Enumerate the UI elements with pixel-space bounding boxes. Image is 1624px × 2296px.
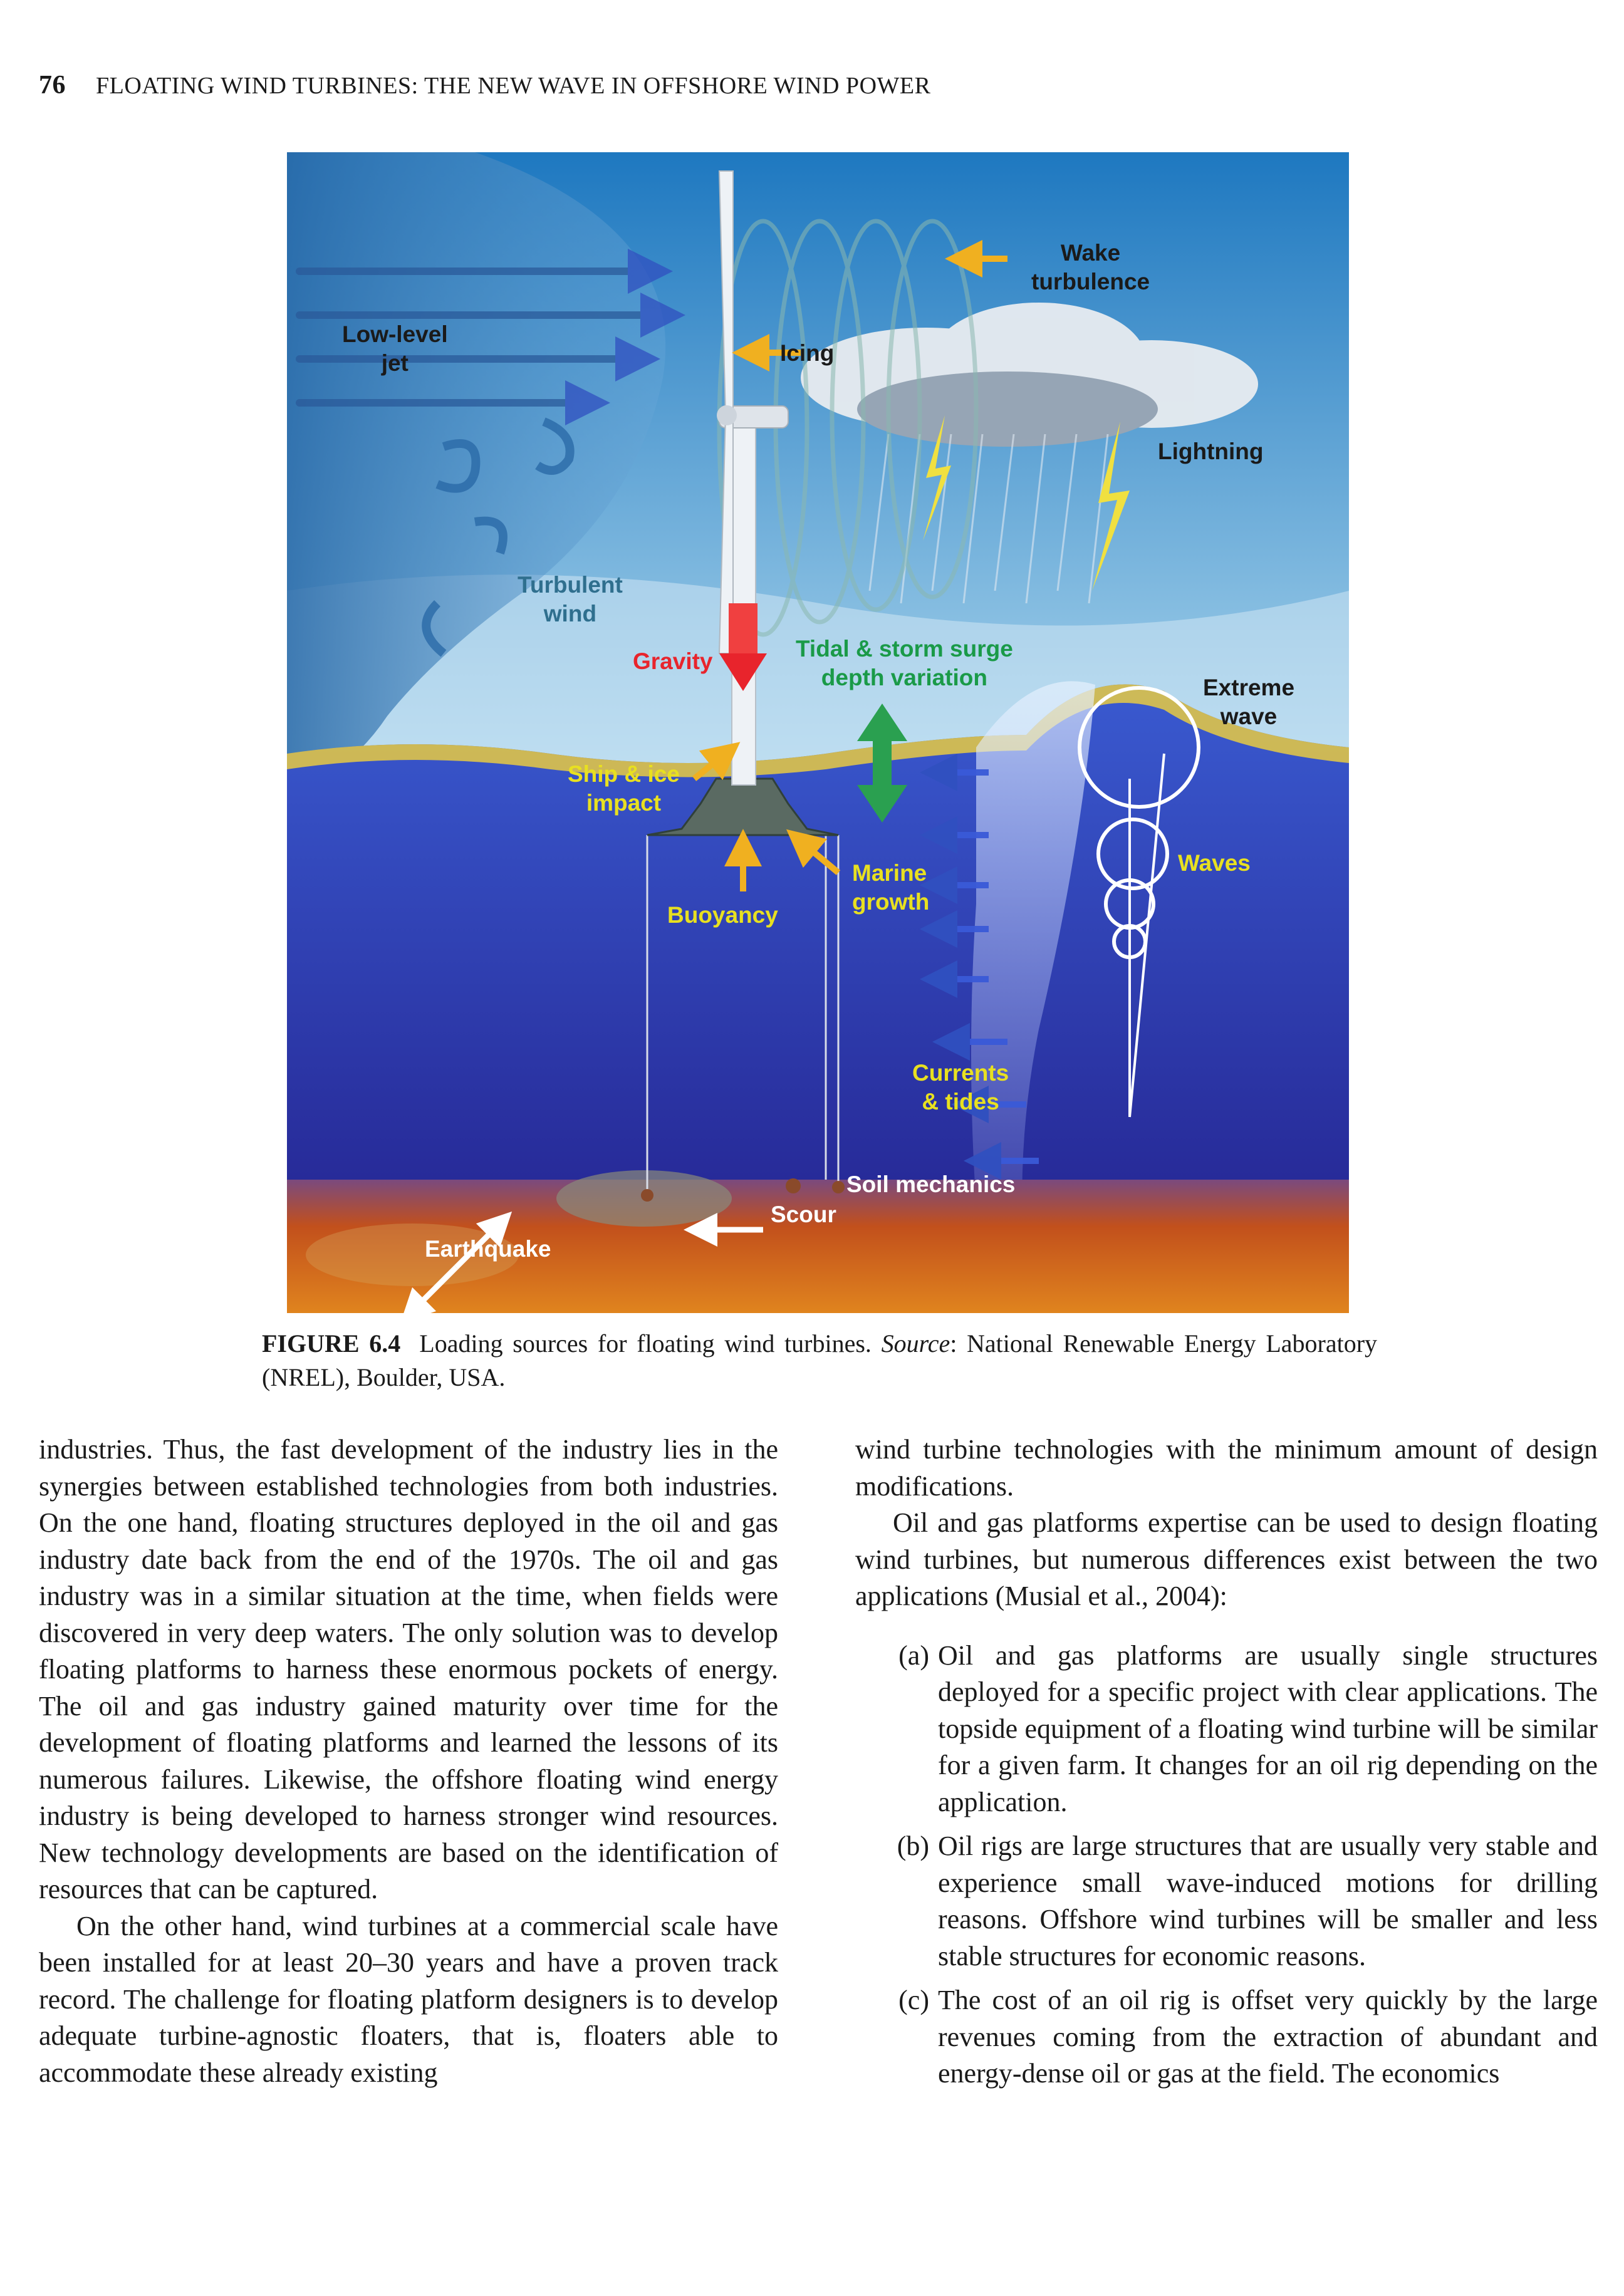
label-turbulent-wind: Turbulent wind bbox=[518, 572, 623, 626]
label-icing: Icing bbox=[780, 340, 835, 366]
list-item bbox=[855, 1828, 1598, 1975]
label-buoyancy: Buoyancy bbox=[667, 902, 778, 928]
right-paragraph-1: wind turbine technologies with the minimum amount of design modifications. bbox=[855, 1434, 1598, 1502]
label-currents-tides: Currents & tides bbox=[912, 1060, 1009, 1114]
figure-caption bbox=[262, 1327, 1377, 1395]
running-title: FLOATING WIND TURBINES: THE NEW WAVE IN OFFSHORE WIND POWER bbox=[96, 73, 931, 99]
running-header bbox=[39, 70, 930, 100]
left-paragraph-1: industries. Thus, the fast development of the industry lies in the synergies between established technologies from both industries. On the one hand, floating structures deployed in the oil and gas industry date back from the end of the 1970s. The oil and gas industry was in a similar situation at the time, when fields were discovered in very deep waters. The only solution was to develop floating platforms to harness these enormous pockets of energy. The oil and gas industry gained maturity over time for the development of floating platforms and learned the lessons of its numerous failures. Likewise, the offshore floating wind energy industry is being developed to harness stronger wind resources. New technology developments are based on the identification of resources that can be captured. bbox=[39, 1434, 778, 1904]
label-soil-mechanics: Soil mechanics bbox=[846, 1171, 1016, 1197]
list-item bbox=[855, 1982, 1598, 2092]
label-extreme-wave: Extreme wave bbox=[1203, 675, 1295, 729]
label-scour: Scour bbox=[771, 1202, 836, 1227]
label-marine-growth: Marine growth bbox=[852, 860, 930, 915]
label-ship-ice-impact: Ship & ice impact bbox=[568, 761, 680, 816]
list-item-text: Oil rigs are large structures that are usually very stable and experience small wave-induced motions for drilling reasons. Offshore wind turbines will be smaller and less stable structures for economic reasons. bbox=[938, 1831, 1598, 1971]
list-item-text: The cost of an oil rig is offset very quickly by the large revenues coming from the extraction of abundant and energy-dense oil or gas at the field. The economics bbox=[938, 1985, 1598, 2089]
differences-list bbox=[855, 1638, 1598, 2092]
figure-illustration bbox=[287, 152, 1349, 1313]
left-column bbox=[39, 1431, 778, 2091]
list-item-marker: (a) bbox=[898, 1639, 929, 1671]
label-low-level-jet: Low-level jet bbox=[342, 321, 448, 376]
label-waves: Waves bbox=[1178, 850, 1251, 876]
label-gravity: Gravity bbox=[633, 648, 713, 674]
right-paragraph-2: Oil and gas platforms expertise can be used to design floating wind turbines, but numerous differences exist between the two applications (Musial et al., 2004): bbox=[855, 1507, 1598, 1611]
label-earthquake: Earthquake bbox=[425, 1236, 551, 1262]
figure-label: FIGURE 6.4 bbox=[262, 1329, 401, 1358]
list-item-text: Oil and gas platforms are usually single structures deployed for a specific project with clear applications. The topside equipment of a floating wind turbine will be similar for a given farm. It changes for an oil rig depending on the application. bbox=[938, 1639, 1598, 1817]
list-item-marker: (b) bbox=[897, 1831, 929, 1861]
label-lightning: Lightning bbox=[1158, 439, 1264, 464]
page-number: 76 bbox=[39, 71, 66, 100]
rotor-hub bbox=[717, 405, 737, 425]
label-wake-turbulence: Wake turbulence bbox=[1031, 240, 1150, 294]
list-item-marker: (c) bbox=[898, 1985, 929, 2015]
label-tidal-storm-surge: Tidal & storm surge depth variation bbox=[796, 636, 1013, 690]
list-item bbox=[855, 1638, 1598, 1821]
right-column bbox=[855, 1431, 1598, 2100]
caption-source-text: : National Renewable Energy Laboratory (NREL), Boulder, USA. bbox=[262, 1329, 1378, 1391]
caption-source-label: Source bbox=[881, 1329, 950, 1358]
caption-text: Loading sources for floating wind turbines. bbox=[419, 1329, 872, 1358]
left-paragraph-2: On the other hand, wind turbines at a commercial scale have been installed for at least 20–30 years and have a proven track record. The challenge for floating platform designers is to develop adequate turbine-agnostic floaters, that is, floaters able to accommodate these already existing bbox=[39, 1910, 778, 2088]
